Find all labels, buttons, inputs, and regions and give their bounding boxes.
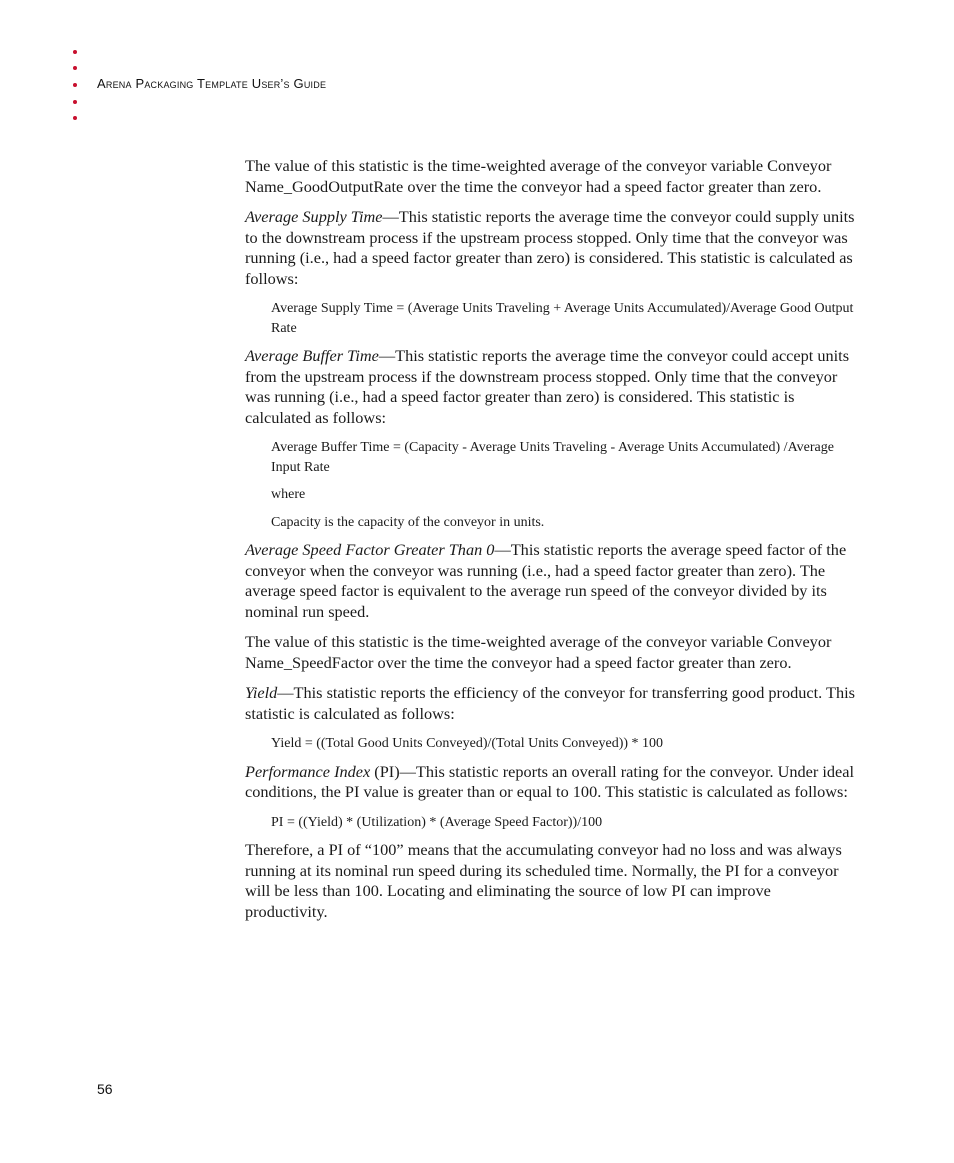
term-yield: Yield — [245, 683, 278, 702]
definition-text: —This statistic reports the average speed factor of the conveyor when the conveyor was running (i.e., had a speed factor greater than zero). The average speed factor is equivalent to the average run speed of the conveyor divided by its nominal run speed. — [245, 540, 847, 621]
bullet-icon — [73, 116, 77, 120]
paragraph-average-speed-factor — [245, 540, 857, 622]
running-header: Arena Packaging Template User’s Guide — [97, 76, 327, 91]
term-average-supply-time: Average Supply Time — [245, 207, 383, 226]
term-performance-index: Performance Index — [245, 761, 371, 781]
paragraph-average-buffer-time — [245, 346, 857, 428]
bullet-icon — [73, 50, 77, 54]
definition-text: (PI)—This statistic reports an overall rating for the conveyor. Under ideal conditions, the PI value is greater than or equal to 100. This statistic is calculated as follows: — [245, 761, 855, 801]
paragraph-good-output-rate: The value of this statistic is the time-weighted average of the conveyor variable Conveyor Name_GoodOutputRate over the time the conveyor had a speed factor greater than zero. — [245, 156, 832, 196]
paragraph-pi-conclusion: Therefore, a PI of “100” means that the accumulating conveyor had no loss and was always running at its nominal run speed during its scheduled time. Normally, the PI for a conveyor will be less than 100. Locating and eliminating the source of low PI can improve productivity. — [245, 840, 842, 921]
definition-text: —This statistic reports the average time the conveyor could supply units to the downstream process if the upstream process stopped. Only time that the conveyor was running (i.e., had a speed factor greater than zero) is considered. This statistic is calculated as follows: — [245, 207, 855, 288]
formula-where: where — [271, 487, 306, 502]
bullet-icon — [73, 83, 77, 87]
bullet-icon — [73, 66, 77, 70]
page-content — [245, 156, 857, 932]
page-number: 56 — [97, 1081, 113, 1097]
bullet-icon — [73, 100, 77, 104]
paragraph-speed-factor-variable: The value of this statistic is the time-weighted average of the conveyor variable Conveyor Name_SpeedFactor over the time the conveyor had a speed factor greater than zero. — [245, 632, 832, 672]
formula-average-supply-time: Average Supply Time = (Average Units Traveling + Average Units Accumulated)/Average Good Output Rate — [271, 301, 854, 336]
term-average-speed-factor: Average Speed Factor Greater Than 0 — [245, 540, 495, 559]
term-average-buffer-time: Average Buffer Time — [245, 346, 379, 365]
formula-capacity-definition: Capacity is the capacity of the conveyor in units. — [271, 514, 545, 530]
definition-text: —This statistic reports the efficiency of the conveyor for transferring good product. This statistic is calculated as follows: — [245, 683, 855, 723]
formula-yield: Yield = ((Total Good Units Conveyed)/(Total Units Conveyed)) * 100 — [271, 736, 664, 751]
paragraph-performance-index — [245, 762, 857, 803]
paragraph-yield — [245, 683, 857, 724]
paragraph-average-supply-time — [245, 207, 857, 289]
formula-performance-index: PI = ((Yield) * (Utilization) * (Average Speed Factor))/100 — [271, 814, 603, 830]
formula-average-buffer-time: Average Buffer Time = (Capacity - Average Units Traveling - Average Units Accumulated) /Average Input Rate — [271, 440, 834, 475]
definition-text: —This statistic reports the average time the conveyor could accept units from the upstream process if the downstream process stopped. Only time that the conveyor was running (i.e., had a speed factor greater than zero) is considered. This statistic is calculated as follows: — [245, 346, 850, 427]
